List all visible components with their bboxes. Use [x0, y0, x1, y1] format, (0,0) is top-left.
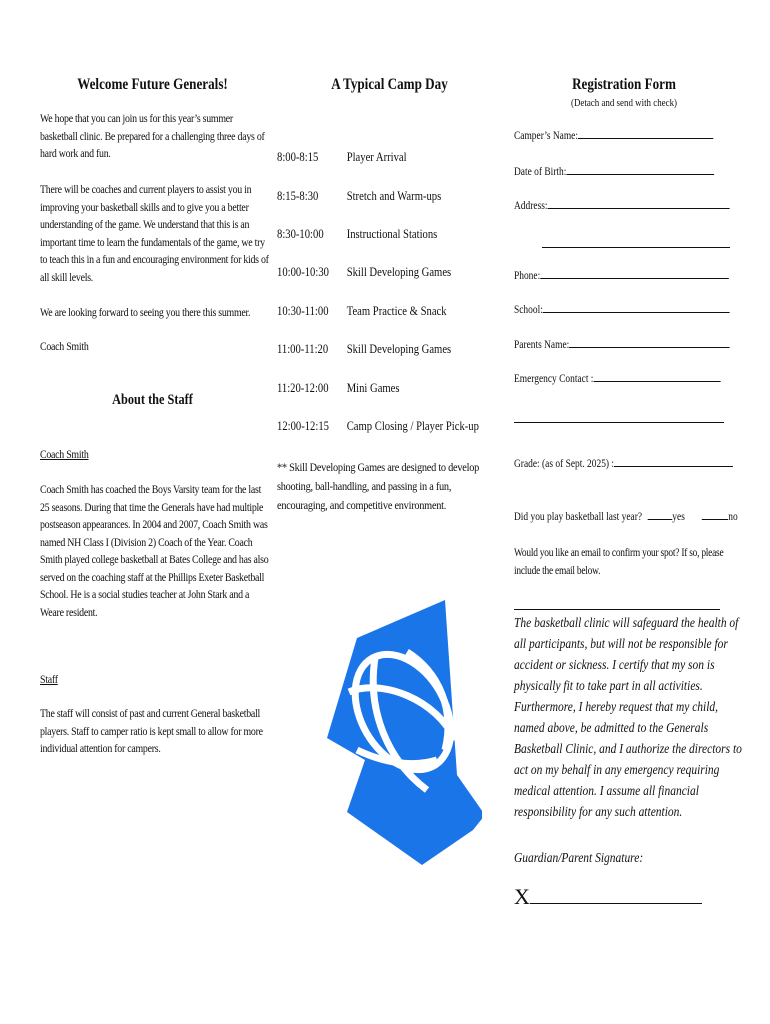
- text-line: accident or sickness. I certify that my son is: [514, 658, 715, 673]
- text-line: shooting, ball-handling, and passing in a fun,: [277, 479, 452, 493]
- text-line: improving your basketball skills and to give you a better: [40, 201, 249, 214]
- schedule-row: [277, 381, 400, 396]
- text-line: physically fit to take part in all activities.: [514, 679, 703, 694]
- staff-heading: About the Staff: [112, 392, 193, 408]
- text-line: hard work and fun.: [40, 148, 111, 160]
- field-label: Parents Name:: [514, 339, 570, 351]
- schedule-activity: Player Arrival: [346, 150, 407, 164]
- field-line[interactable]: [614, 466, 733, 467]
- email-question: [514, 545, 769, 580]
- phone-field[interactable]: [514, 270, 729, 282]
- schedule-row: [277, 304, 447, 319]
- text-line: important time to learn the fundamentals of the game, we try: [40, 236, 265, 249]
- coach-heading: Coach Smith: [40, 449, 89, 461]
- school-field[interactable]: [514, 304, 730, 316]
- text-line: responsibility for any such attention.: [514, 805, 683, 820]
- text-line: The staff will consist of past and current General basketball: [40, 708, 260, 720]
- schedule-time: 10:00-10:30: [277, 265, 329, 279]
- emergency-line-2[interactable]: [514, 422, 724, 423]
- email-input-line[interactable]: [514, 609, 720, 610]
- text-line: Weare resident.: [40, 606, 98, 619]
- text-line: School. He is a social studies teacher at John Stark and a: [40, 589, 250, 601]
- text-line: 25 seasons. During that time the Generals have had multiple: [40, 501, 264, 514]
- staff-subheading: Staff: [40, 674, 58, 686]
- field-line[interactable]: [578, 138, 713, 139]
- text-line: Coach Smith has coached the Boys Varsity team for the last: [40, 484, 262, 496]
- basketball-icon: [327, 600, 482, 900]
- text-line: postseason appearances. In 2004 and 2007, Coach Smith was: [40, 519, 268, 531]
- field-line[interactable]: [548, 208, 730, 209]
- text-line: We hope that you can join us for this year’s summer: [40, 113, 233, 125]
- field-label: Emergency Contact :: [514, 373, 594, 385]
- schedule-time: 12:00-12:15: [277, 419, 329, 433]
- text-line: individual attention for campers.: [40, 743, 161, 755]
- text-line: include the email below.: [514, 564, 601, 577]
- text-line: ** Skill Developing Games are designed to develop: [277, 460, 480, 474]
- field-label: School:: [514, 304, 543, 316]
- schedule-row: [277, 189, 441, 204]
- field-line[interactable]: [566, 174, 714, 175]
- text-line: served on the coaching staff at the Phillips Exeter Basketball: [40, 571, 265, 584]
- schedule-time: 8:15-8:30: [277, 189, 319, 203]
- staff-text: [40, 706, 299, 759]
- schedule-row: [277, 265, 451, 280]
- address-line-2[interactable]: [542, 247, 730, 248]
- schedule-activity: Camp Closing / Player Pick-up: [346, 419, 479, 433]
- schedule-activity: Team Practice & Snack: [346, 304, 447, 318]
- schedule-note: [277, 458, 512, 515]
- schedule-row: [277, 150, 407, 165]
- signature-x: X: [514, 884, 530, 909]
- coach-bio: [40, 482, 306, 622]
- field-line[interactable]: [540, 278, 729, 279]
- question-label: Did you play basketball last year?: [514, 511, 643, 523]
- no-label: no: [728, 511, 738, 523]
- welcome-heading: Welcome Future Generals!: [77, 76, 228, 93]
- schedule-time: 11:00-11:20: [277, 342, 329, 356]
- schedule-activity: Mini Games: [346, 381, 400, 395]
- schedule-activity: Skill Developing Games: [346, 342, 452, 356]
- parents-name-field[interactable]: [514, 339, 730, 351]
- field-label: Date of Birth:: [514, 166, 567, 178]
- yes-blank[interactable]: [648, 519, 673, 520]
- camper-name-field[interactable]: [514, 130, 713, 142]
- schedule-activity: Instructional Stations: [346, 227, 438, 241]
- text-line: The basketball clinic will safeguard the health of: [514, 616, 739, 631]
- played-last-year-question: [514, 511, 738, 523]
- text-line: encouraging, and competitive environment.: [277, 498, 447, 512]
- no-blank[interactable]: [702, 519, 728, 520]
- text-line: act on my behalf in any emergency requiring: [514, 763, 720, 778]
- signature-field[interactable]: [514, 884, 702, 910]
- text-line: There will be coaches and current players to assist you in: [40, 184, 252, 196]
- field-line[interactable]: [569, 347, 730, 348]
- welcome-signoff: Coach Smith: [40, 341, 89, 353]
- schedule-row: [277, 342, 451, 357]
- address-field[interactable]: [514, 200, 730, 212]
- schedule-activity: Stretch and Warm-ups: [346, 189, 442, 203]
- text-line: Basketball Clinic, and I authorize the directors to: [514, 742, 742, 757]
- waiver-text: [514, 613, 770, 823]
- text-line: named NH Class I (Division 2) Coach of the Year. Coach: [40, 536, 253, 549]
- text-line: medical attention. I assume all financial: [514, 784, 699, 799]
- schedule-row: [277, 419, 479, 434]
- field-line[interactable]: [543, 312, 730, 313]
- welcome-para1: [40, 111, 301, 164]
- text-line: Smith played college basketball at Bates College and has also: [40, 554, 269, 566]
- registration-subheading: (Detach and send with check): [570, 98, 678, 109]
- grade-field[interactable]: [514, 458, 733, 470]
- welcome-para2: [40, 182, 306, 287]
- field-line[interactable]: [593, 381, 720, 382]
- text-line: Furthermore, I hereby request that my child,: [514, 700, 719, 715]
- field-label: Camper’s Name:: [514, 130, 578, 142]
- text-line: to teach this in a fun and encouraging environment for kids of: [40, 254, 269, 266]
- registration-heading: Registration Form: [572, 76, 676, 93]
- text-line: Would you like an email to confirm your spot? If so, please: [514, 547, 724, 559]
- signature-label: Guardian/Parent Signature:: [514, 851, 644, 866]
- schedule-activity: Skill Developing Games: [346, 265, 452, 279]
- schedule-time: 8:00-8:15: [277, 150, 319, 164]
- camp-day-heading: A Typical Camp Day: [331, 76, 448, 93]
- text-line: understanding of the game. We understand that this is an: [40, 219, 250, 231]
- schedule-time: 10:30-11:00: [277, 304, 329, 318]
- text-line: all skill levels.: [40, 271, 94, 284]
- dob-field[interactable]: [514, 166, 714, 178]
- field-label: Phone:: [514, 270, 541, 282]
- field-label: Address:: [514, 200, 548, 212]
- welcome-para3: We are looking forward to seeing you there this summer.: [40, 307, 251, 319]
- field-label: Grade: (as of Sept. 2025) :: [514, 458, 615, 470]
- text-line: players. Staff to camper ratio is kept small to allow for more: [40, 725, 263, 738]
- schedule-time: 8:30-10:00: [277, 227, 324, 241]
- signature-line[interactable]: [530, 903, 702, 904]
- emergency-contact-field[interactable]: [514, 373, 721, 385]
- text-line: all participants, but will not be responsible for: [514, 637, 728, 652]
- text-line: named above, be admitted to the Generals: [514, 721, 709, 736]
- schedule-row: [277, 227, 437, 242]
- text-line: basketball clinic. Be prepared for a challenging three days of: [40, 130, 265, 143]
- yes-label: yes: [672, 511, 685, 523]
- schedule-time: 11:20-12:00: [277, 381, 329, 395]
